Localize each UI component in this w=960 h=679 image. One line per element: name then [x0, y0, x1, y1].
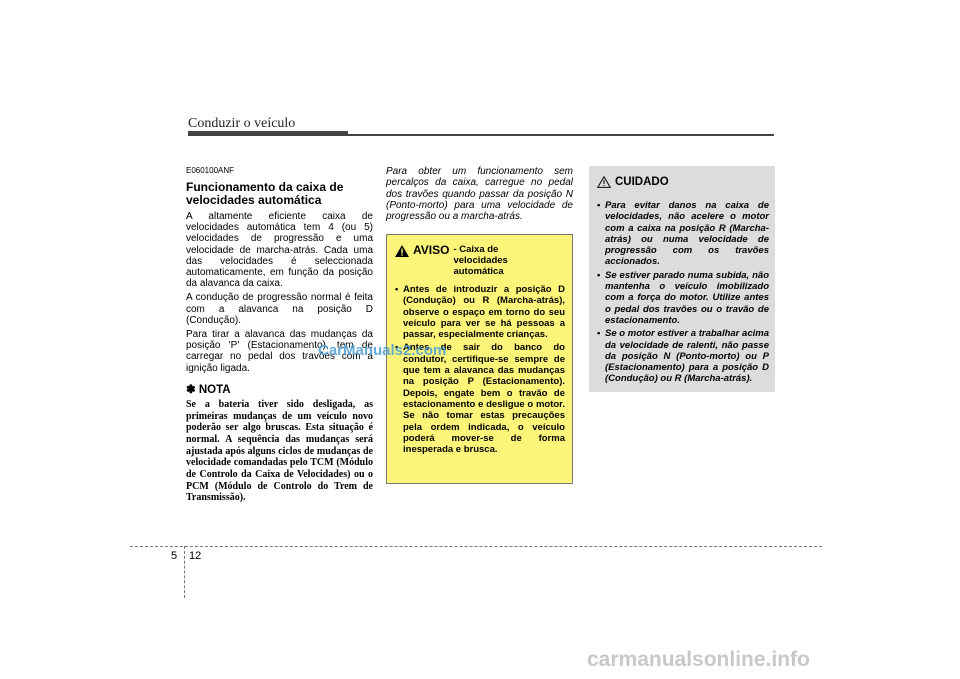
paragraph: A altamente eficiente caixa de velocidades automática tem 4 (ou 5) velocidades de progressão e uma velocidade de marcha-atrás. Cada uma das velocidades é seleccionada automaticamente, em função da posição da alavanca da caixa. [186, 211, 373, 290]
aviso-header [395, 243, 565, 277]
page-number: 12 [189, 550, 202, 562]
middle-column [386, 166, 573, 222]
paragraph: A condução de progressão normal é feita com a alavanca na posição D (Condução). [186, 292, 373, 326]
nota-label: NOTA [198, 383, 231, 396]
cuidado-label: CUIDADO [615, 176, 669, 188]
aviso-subtitle: - Caixa de velocidades automática [453, 244, 508, 277]
warning-triangle-icon [395, 244, 409, 262]
caution-triangle-icon [597, 175, 611, 193]
nota-icon: ✽ [186, 383, 196, 396]
paragraph: Para tirar a alavanca das mudanças da posição 'P' (Estacionamento), tem de carregar no pedal dos travões com a ignição ligada. [186, 329, 373, 374]
aviso-label: AVISO [413, 243, 450, 257]
left-column [186, 166, 373, 504]
header-rule [188, 134, 774, 136]
cuidado-header [597, 174, 769, 193]
page-header-title: Conduzir o veículo [188, 116, 296, 131]
footer-vertical-divider [184, 546, 185, 598]
nota-text: Se a bateria tiver sido desligada, as primeiras mudanças de um veículo novo poderão ser algo bruscas. Esta situação é normal. A sequência das mudanças será ajustada após alguns ciclos de mudanças de velocidade comandadas pelo TCM (Módulo de Controlo da Caixa de Velocidades) ou o PCM (Módulo de Controlo do Trem de Transmissão). [186, 398, 373, 504]
list-item: • Se o motor estiver a trabalhar acima da velocidade de ralenti, não passe da posição N (Ponto-morto) ou P (Estacionamento) para a posição D (Condução) ou R (Marcha-atrás). [597, 328, 769, 384]
nota-heading [186, 382, 373, 396]
section-title: Funcionamento da caixa de velocidades automática [186, 180, 344, 207]
cuidado-caution-box [589, 166, 775, 392]
watermark-bottom: carmanualsonline.info [587, 648, 810, 671]
footer-divider [130, 546, 822, 547]
aviso-warning-box [386, 234, 573, 484]
intro-text: Para obter um funcionamento sem percalços da caixa, carregue no pedal dos travões quando passar da posição N (Ponto-morto) para uma velocidade de progressão ou a marcha-atrás. [386, 166, 573, 223]
section-code: E060100ANF [186, 166, 235, 175]
list-item: • Antes de introduzir a posição D (Condução) ou R (Marcha-atrás), observe o espaço em torno do seu veículo para ver se há pessoas a passar, especialmente crianças. [395, 284, 565, 340]
list-item: • Para evitar danos na caixa de velocidades, não acelere o motor com a caixa na posição R (Marcha-atrás) ou numa velocidade de progressão com os travões accionados. [597, 200, 769, 268]
watermark-middle: CarManuals2.com [318, 342, 447, 359]
aviso-list [395, 284, 565, 455]
cuidado-list [597, 200, 769, 385]
list-item: • Se estiver parado numa subida, não mantenha o veículo imobilizado com a força do motor. Utilize antes o pedal dos travões ou o travão de estacionamento. [597, 270, 769, 326]
list-item: • Antes de sair do banco do condutor, certifique-se sempre de que tem a alavanca das mudanças na posição P (Estacionamento). Depois, engate bem o travão de estacionamento e desligue o motor. Se não tomar estas precauções pela ordem indicada, o veículo poderá mover-se de forma inesperada e brusca. [395, 342, 565, 455]
chapter-number: 5 [171, 550, 178, 562]
